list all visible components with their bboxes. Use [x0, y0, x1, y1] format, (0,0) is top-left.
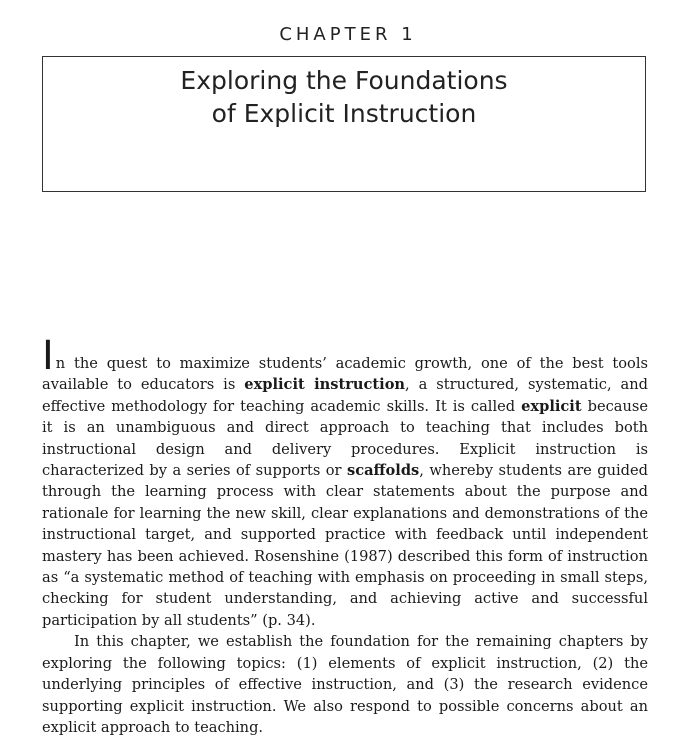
- paragraph-1-text-1: n the quest to maximize students’ academic growth, one of the best tools available to educators is: [42, 355, 648, 394]
- term-explicit: explicit: [521, 397, 582, 415]
- paragraph-1-text-4: , whereby students are guided through the learning process with clear statements about the purpose and rationale for learning the new skill, clear explanations and demonstrations of the instructional target, and supported practice with feedback until independent mastery has been achieved. Rosenshine (1987) described this form of instruction as “a systematic method of teaching with emphasis on proceeding in small steps, checking for student understanding, and achieving active and successful participation by all students” (p. 34).: [42, 462, 648, 629]
- chapter-label: CHAPTER 1: [279, 24, 417, 45]
- paragraph-2: In this chapter, we establish the foundation for the remaining chapters by exploring the following topics: (1) elements of explicit instruction, (2) the underlying principles of effective instruction, and (3) the research evidence supporting explicit instruction. We also respond to possible concerns about an explicit approach to teaching.: [42, 633, 648, 736]
- chapter-title-line-2: of Explicit Instruction: [211, 99, 477, 128]
- term-explicit-instruction: explicit instruction: [244, 376, 406, 394]
- chapter-title-line-1: Exploring the Foundations: [180, 66, 508, 95]
- paragraph-1-text-3: because it is an unambiguous and direct approach to teaching that includes both instructional design and delivery procedures. Explicit instruction is characterized by a series of supports or: [42, 397, 648, 480]
- term-scaffolds: scaffolds: [347, 462, 420, 480]
- chapter-title: [43, 57, 645, 130]
- drop-cap: I: [42, 333, 54, 379]
- chapter-title-box: [42, 56, 646, 192]
- body-text: [42, 333, 648, 738]
- paragraph-1: [42, 333, 648, 631]
- paragraph-1-text-2: , a structured, systematic, and effective methodology for teaching academic skills. It is called: [42, 376, 648, 415]
